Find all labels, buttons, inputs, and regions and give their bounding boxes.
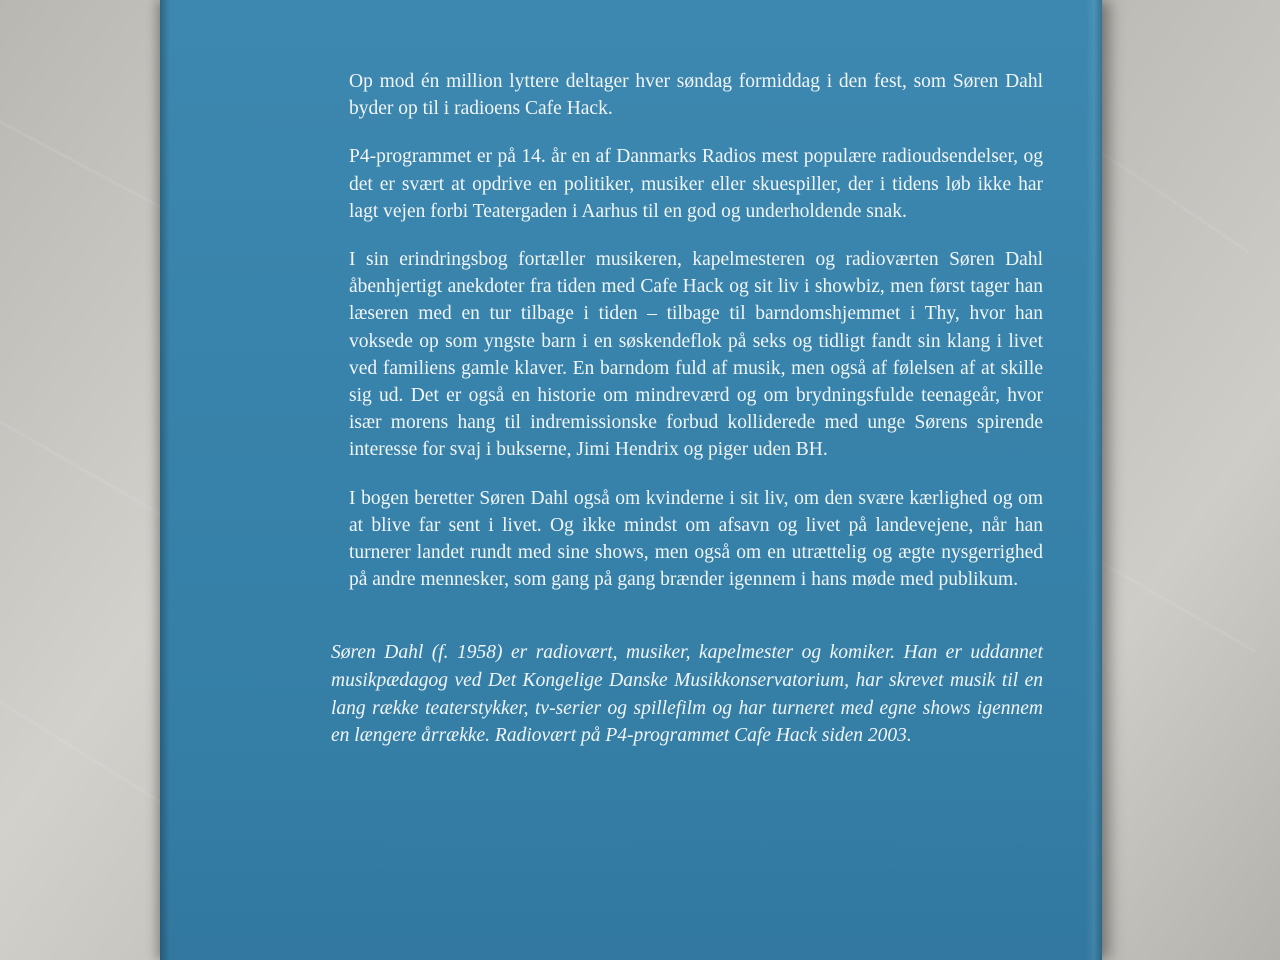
blurb-paragraph-2: P4-programmet er på 14. år en af Danmarks Radios mest populære radioudsendelser, og det er svært at opdrive en politiker, musiker eller skuespiller, der i tidens løb ikke har lagt vejen forbi Teatergaden i Aarhus til en god og underholdende snak. bbox=[349, 146, 1043, 222]
book-edge bbox=[1086, 0, 1102, 960]
blurb-text-block bbox=[331, 68, 1043, 771]
floor-plank bbox=[1098, 150, 1249, 253]
book-spine-shadow bbox=[160, 0, 170, 960]
blurb-paragraph-1: Op mod én million lyttere deltager hver søndag formiddag i den fest, som Søren Dahl byder op til i radioens Cafe Hack. bbox=[349, 71, 1043, 120]
blurb-paragraph-3: I sin erindringsbog fortæller musikeren, kapelmesteren og radioværten Søren Dahl åbenhjertigt anekdoter fra tiden med Cafe Hack og sit liv i showbiz, men først tager han læseren med en tur tilbage i tiden – tilbage til barndomshjemmet i Thy, hvor han voksede op som yngste barn i en søskendeflok på seks og tidligt fandt sin klang i livet ved familiens gamle klaver. En barndom fuld af musik, men også af følelsen af at skille sig ud. Det er også en historie om mindreværd og om brydningsfulde teenageår, hvor især morens hang til indremissionske forbud kolliderede med unge Sørens spirende interesse for svaj i bukserne, Jimi Hendrix og piger uden BH. bbox=[349, 249, 1043, 461]
floor-plank bbox=[1099, 560, 1256, 653]
blurb-paragraph-4: I bogen beretter Søren Dahl også om kvinderne i sit liv, om den svære kærlighed og om at blive far sent i livet. Og ikke mindst om afsavn og livet på landevejene, når han turnerer landet rundt med sine shows, men også om en utrættelig og ægte nysgerrighed på andre mennesker, som gang på gang brænder igennem i hans møde med publikum. bbox=[349, 487, 1043, 591]
author-bio: Søren Dahl (f. 1958) er radiovært, musiker, kapelmester og komiker. Han er uddannet musikpædagog ved Det Kongelige Danske Musikkonservatorium, har skrevet musik til en lang række teaterstykker, tv-serier og spillefilm og har turneret med egne shows igennem en længere årrække. Radiovært på P4-programmet Cafe Hack siden 2003. bbox=[331, 642, 1043, 747]
